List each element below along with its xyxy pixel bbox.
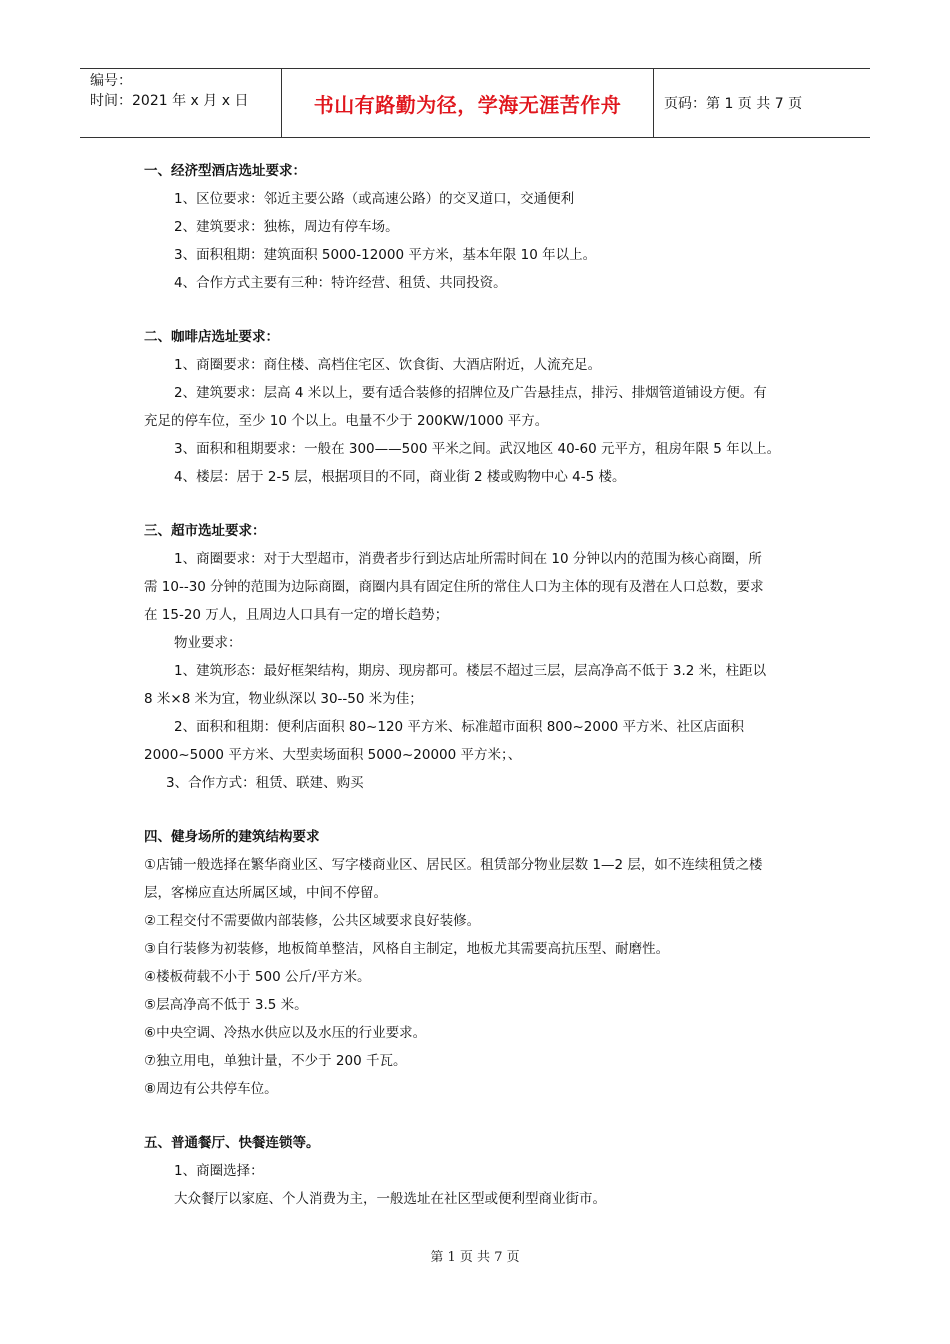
document-number-label: 编号： [90, 73, 132, 89]
paragraph: 1、商圈要求：对于大型超市，消费者步行到达店址所需时间在 10 分钟以内的范围为核心商圈，所 [174, 551, 762, 567]
header-motto-cell [282, 69, 654, 137]
paragraph: 1、商圈选择： [174, 1163, 264, 1179]
paragraph: 在 15-20 万人，且周边人口具有一定的增长趋势； [144, 607, 449, 623]
header-motto: 书山有路勤为径，学海无涯苦作舟 [313, 92, 622, 117]
paragraph: ⑧周边有公共停车位。 [144, 1081, 278, 1097]
paragraph: 需 10--30 分钟的范围为边际商圈，商圈内具有固定住所的常住人口为主体的现有及潜在人口总数，要求 [144, 579, 764, 595]
section-heading-hotel: 一、经济型酒店选址要求： [144, 163, 306, 179]
page-header [80, 68, 870, 138]
paragraph: 3、面积和租期要求：一般在 300——500 平米之间。武汉地区 40-60 元平方，租房年限 5 年以上。 [174, 441, 781, 457]
paragraph: 大众餐厅以家庭、个人消费为主，一般选址在社区型或便利型商业街市。 [174, 1191, 606, 1207]
paragraph: 1、建筑形态：最好框架结构，期房、现房都可。楼层不超过三层，层高净高不低于 3.2 米，柱距以 [174, 663, 767, 679]
paragraph: 层，客梯应直达所属区域，中间不停留。 [144, 885, 387, 901]
document-body [144, 157, 812, 1213]
paragraph: 8 米×8 米为宜，物业纵深以 30--50 米为佳； [144, 691, 423, 707]
paragraph: 3、合作方式：租赁、联建、购买 [166, 775, 364, 791]
paragraph: ⑥中央空调、冷热水供应以及水压的行业要求。 [144, 1025, 427, 1041]
header-page-info: 页码：第 1 页 共 7 页 [664, 96, 803, 112]
paragraph: 充足的停车位，至少 10 个以上。电量不少于 200KW/1000 平方。 [144, 413, 549, 429]
paragraph: ②工程交付不需要做内部装修，公共区域要求良好装修。 [144, 913, 481, 929]
page-footer: 第 1 页 共 7 页 [430, 1250, 520, 1265]
section-heading-restaurant: 五、普通餐厅、快餐连锁等。 [144, 1135, 320, 1151]
paragraph: 4、楼层：居于 2-5 层，根据项目的不同，商业街 2 楼或购物中心 4-5 楼。 [174, 469, 626, 485]
paragraph: 2、面积和租期：便利店面积 80~120 平方米、标准超市面积 800~2000 平方米、社区店面积 [174, 719, 744, 735]
paragraph: ⑤层高净高不低于 3.5 米。 [144, 997, 308, 1013]
section-heading-supermarket: 三、超市选址要求： [144, 523, 266, 539]
paragraph: 2、建筑要求：独栋，周边有停车场。 [174, 219, 399, 235]
section-heading-gym: 四、健身场所的建筑结构要求 [144, 829, 320, 845]
paragraph: 1、区位要求：邻近主要公路（或高速公路）的交叉道口，交通便利 [174, 191, 575, 207]
paragraph: ④楼板荷载不小于 500 公斤/平方米。 [144, 969, 371, 985]
paragraph: 1、商圈要求：商住楼、高档住宅区、饮食街、大酒店附近，人流充足。 [174, 357, 602, 373]
paragraph: 3、面积租期：建筑面积 5000-12000 平方米，基本年限 10 年以上。 [174, 247, 597, 263]
paragraph: 2、建筑要求：层高 4 米以上，要有适合装修的招牌位及广告悬挂点，排污、排烟管道铺设方便。有 [174, 385, 767, 401]
section-heading-cafe: 二、咖啡店选址要求： [144, 329, 279, 345]
paragraph: 2000~5000 平方米、大型卖场面积 5000~20000 平方米；、 [144, 747, 522, 763]
header-meta [80, 69, 282, 137]
document-date: 时间：2021 年 x 月 x 日 [90, 93, 249, 109]
paragraph: ③自行装修为初装修，地板简单整洁，风格自主制定，地板尤其需要高抗压型、耐磨性。 [144, 941, 670, 957]
paragraph: 物业要求： [174, 635, 242, 651]
paragraph: ①店铺一般选择在繁华商业区、写字楼商业区、居民区。租赁部分物业层数 1—2 层，如不连续租赁之楼 [144, 857, 763, 873]
paragraph: 4、合作方式主要有三种：特许经营、租赁、共同投资。 [174, 275, 507, 291]
paragraph: ⑦独立用电，单独计量，不少于 200 千瓦。 [144, 1053, 407, 1069]
